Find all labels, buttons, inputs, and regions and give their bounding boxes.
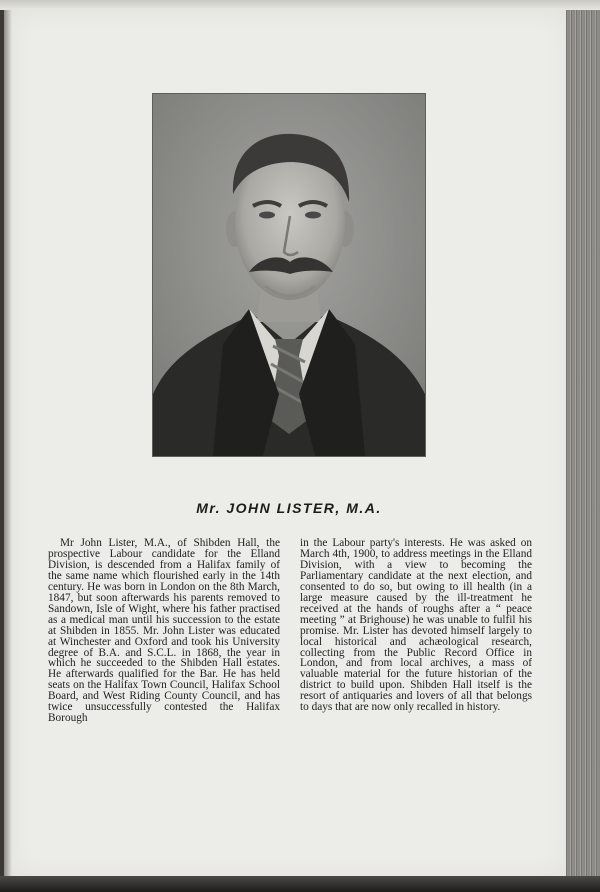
paragraph-left: Mr John Lister, M.A., of Shibden Hall, the prospective Labour candidate for the Elland Division, is descended from a Halifax family of the same name which flourished early in the 14th century. He was born in London on the 8th March, 1847, but soon afterwards his parents removed to Sandown, Isle of Wight, where his father practised as a medical man until his succession to the estate at Shibden in 1855. Mr. John Lister was educated at Winchester and Oxford and took his University degree of B.A. and S.C.L. in 1868, the year in which he succeeded to the Shibden Hall estates. He afterwards qualified for the Bar. He has held seats on the Halifax Town Council, Halifax School Board, and West Riding County Council, and has twice unsuccessfully contested the Halifax Borough [48, 537, 280, 725]
scan-bottom-edge [0, 876, 600, 892]
portrait-caption: Mr. JOHN LISTER, M.A. [196, 500, 382, 516]
text-column-right [300, 538, 532, 770]
biography-text [48, 538, 532, 770]
portrait-illustration [153, 94, 425, 456]
paragraph-right: in the Labour party's interests. He was asked on March 4th, 1900, to address meetings in the Elland Division, with a view to becoming the Parliamentary candidate at the next election, and consented to do so, but owing to ill health (in a large measure caused by the ill-treatment he received at the hands of roughs after a “ peace meeting ” at Brighouse) he was unable to fulfil his promise. Mr. Lister has devoted himself largely to local historical and achæological research, collecting from the Public Record Office in London, and from local archives, a mass of valuable material for the future historian of the district to build upon. Shibden Hall itself is the resort of antiquaries and lovers of all that belongs to days that are now only recalled in history. [300, 537, 532, 714]
book-page-edges [566, 10, 600, 878]
page-gutter-shadow [4, 10, 12, 876]
portrait-photograph [152, 93, 426, 457]
text-column-left [48, 538, 280, 770]
